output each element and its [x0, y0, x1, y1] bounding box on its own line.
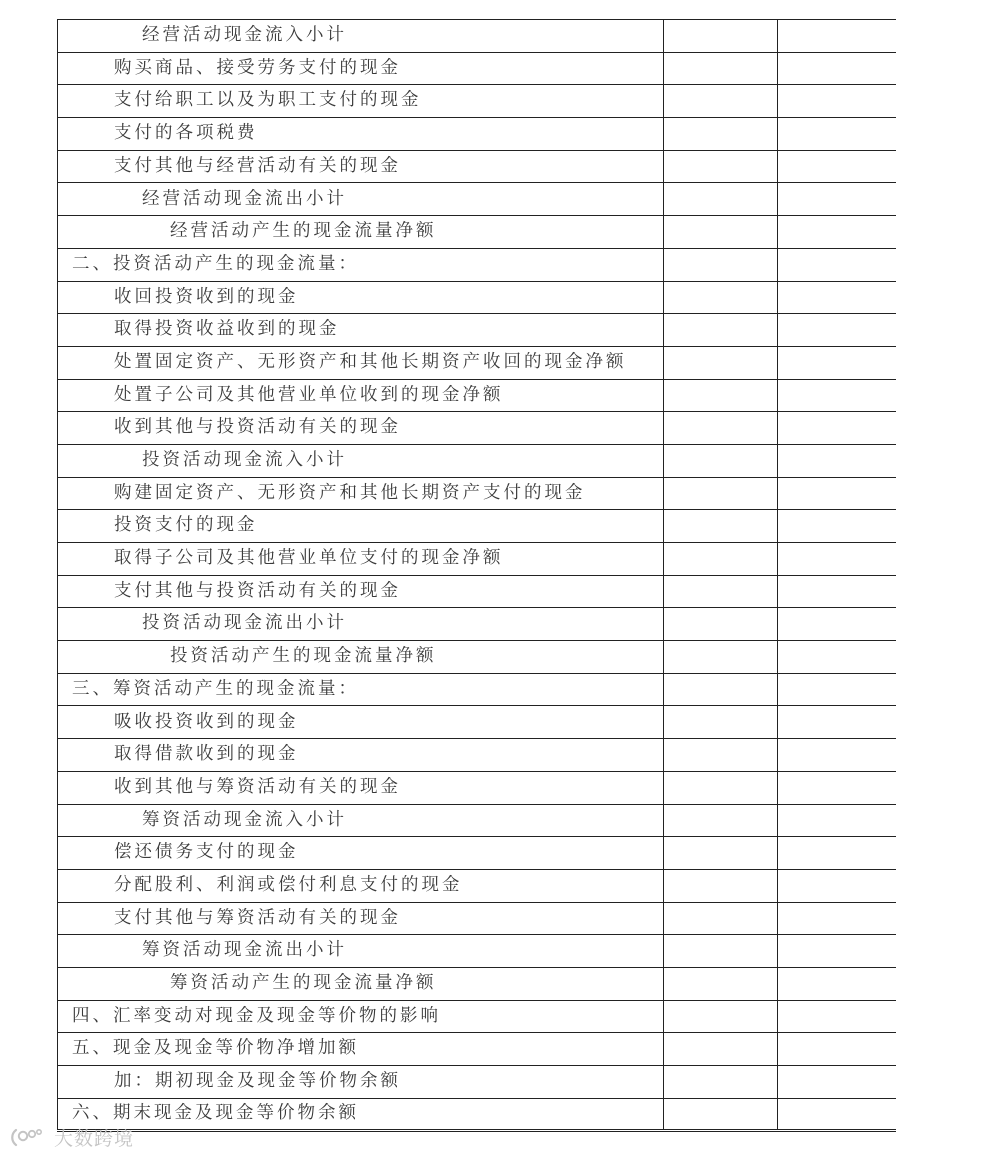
row-label: 收回投资收到的现金	[58, 281, 664, 314]
prior-period-amount-cell[interactable]	[778, 183, 896, 216]
row-label: 经营活动现金流入小计	[58, 20, 664, 53]
prior-period-amount-cell[interactable]	[778, 575, 896, 608]
current-period-amount-cell[interactable]	[664, 477, 778, 510]
row-label: 取得借款收到的现金	[58, 739, 664, 772]
row-label: 四、汇率变动对现金及现金等价物的影响	[58, 1000, 664, 1033]
row-label: 收到其他与筹资活动有关的现金	[58, 771, 664, 804]
current-period-amount-cell[interactable]	[664, 412, 778, 445]
row-label: 取得子公司及其他营业单位支付的现金净额	[58, 543, 664, 576]
current-period-amount-cell[interactable]	[664, 216, 778, 249]
table-row	[58, 575, 896, 608]
current-period-amount-cell[interactable]	[664, 20, 778, 53]
table-row	[58, 379, 896, 412]
current-period-amount-cell[interactable]	[664, 85, 778, 118]
current-period-amount-cell[interactable]	[664, 543, 778, 576]
prior-period-amount-cell[interactable]	[778, 52, 896, 85]
prior-period-amount-cell[interactable]	[778, 935, 896, 968]
table-row	[58, 20, 896, 53]
prior-period-amount-cell[interactable]	[778, 673, 896, 706]
current-period-amount-cell[interactable]	[664, 837, 778, 870]
prior-period-amount-cell[interactable]	[778, 85, 896, 118]
current-period-amount-cell[interactable]	[664, 346, 778, 379]
prior-period-amount-cell[interactable]	[778, 444, 896, 477]
prior-period-amount-cell[interactable]	[778, 118, 896, 151]
row-label: 分配股利、利润或偿付利息支付的现金	[58, 869, 664, 902]
row-label: 三、筹资活动产生的现金流量：	[58, 673, 664, 706]
prior-period-amount-cell[interactable]	[778, 869, 896, 902]
prior-period-amount-cell[interactable]	[778, 248, 896, 281]
prior-period-amount-cell[interactable]	[778, 967, 896, 1000]
table-row	[58, 804, 896, 837]
current-period-amount-cell[interactable]	[664, 444, 778, 477]
table-row	[58, 1033, 896, 1066]
table-row	[58, 967, 896, 1000]
current-period-amount-cell[interactable]	[664, 575, 778, 608]
row-label: 筹资活动现金流出小计	[58, 935, 664, 968]
table-row	[58, 510, 896, 543]
row-label: 处置子公司及其他营业单位收到的现金净额	[58, 379, 664, 412]
row-label: 购买商品、接受劳务支付的现金	[58, 52, 664, 85]
prior-period-amount-cell[interactable]	[778, 1098, 896, 1131]
row-label: 筹资活动现金流入小计	[58, 804, 664, 837]
current-period-amount-cell[interactable]	[664, 314, 778, 347]
prior-period-amount-cell[interactable]	[778, 804, 896, 837]
row-label: 支付其他与经营活动有关的现金	[58, 150, 664, 183]
row-label: 加：期初现金及现金等价物余额	[58, 1066, 664, 1099]
table-row	[58, 314, 896, 347]
table-row	[58, 85, 896, 118]
prior-period-amount-cell[interactable]	[778, 510, 896, 543]
prior-period-amount-cell[interactable]	[778, 543, 896, 576]
row-label: 投资活动产生的现金流量净额	[58, 641, 664, 674]
current-period-amount-cell[interactable]	[664, 902, 778, 935]
table-row	[58, 837, 896, 870]
prior-period-amount-cell[interactable]	[778, 706, 896, 739]
current-period-amount-cell[interactable]	[664, 183, 778, 216]
prior-period-amount-cell[interactable]	[778, 281, 896, 314]
current-period-amount-cell[interactable]	[664, 739, 778, 772]
prior-period-amount-cell[interactable]	[778, 739, 896, 772]
row-label: 收到其他与投资活动有关的现金	[58, 412, 664, 445]
table-row	[58, 543, 896, 576]
table-row	[58, 935, 896, 968]
table-row	[58, 216, 896, 249]
prior-period-amount-cell[interactable]	[778, 20, 896, 53]
brand-logo-icon	[10, 1126, 48, 1148]
table-row	[58, 444, 896, 477]
prior-period-amount-cell[interactable]	[778, 1033, 896, 1066]
row-label: 投资活动现金流入小计	[58, 444, 664, 477]
row-label: 偿还债务支付的现金	[58, 837, 664, 870]
prior-period-amount-cell[interactable]	[778, 1066, 896, 1099]
watermark	[10, 1124, 134, 1150]
current-period-amount-cell[interactable]	[664, 1000, 778, 1033]
row-label: 支付其他与投资活动有关的现金	[58, 575, 664, 608]
row-label: 吸收投资收到的现金	[58, 706, 664, 739]
table-row	[58, 118, 896, 151]
table-row	[58, 281, 896, 314]
current-period-amount-cell[interactable]	[664, 248, 778, 281]
current-period-amount-cell[interactable]	[664, 281, 778, 314]
current-period-amount-cell[interactable]	[664, 935, 778, 968]
table-row	[58, 183, 896, 216]
watermark-text: 大数跨境	[54, 1127, 135, 1150]
table-row	[58, 869, 896, 902]
prior-period-amount-cell[interactable]	[778, 412, 896, 445]
row-label: 五、现金及现金等价物净增加额	[58, 1033, 664, 1066]
table-row	[58, 706, 896, 739]
table-row	[58, 1098, 896, 1131]
row-label: 经营活动现金流出小计	[58, 183, 664, 216]
current-period-amount-cell[interactable]	[664, 608, 778, 641]
table-row	[58, 150, 896, 183]
current-period-amount-cell[interactable]	[664, 52, 778, 85]
row-label: 支付其他与筹资活动有关的现金	[58, 902, 664, 935]
prior-period-amount-cell[interactable]	[778, 477, 896, 510]
table-row	[58, 1066, 896, 1099]
table-row	[58, 739, 896, 772]
current-period-amount-cell[interactable]	[664, 673, 778, 706]
table-row	[58, 52, 896, 85]
row-label: 取得投资收益收到的现金	[58, 314, 664, 347]
current-period-amount-cell[interactable]	[664, 706, 778, 739]
prior-period-amount-cell[interactable]	[778, 216, 896, 249]
row-label: 六、期末现金及现金等价物余额	[58, 1098, 664, 1131]
table-row	[58, 608, 896, 641]
prior-period-amount-cell[interactable]	[778, 902, 896, 935]
table-row	[58, 673, 896, 706]
current-period-amount-cell[interactable]	[664, 869, 778, 902]
row-label: 处置固定资产、无形资产和其他长期资产收回的现金净额	[58, 346, 664, 379]
table-row	[58, 477, 896, 510]
current-period-amount-cell[interactable]	[664, 118, 778, 151]
table-row	[58, 902, 896, 935]
row-label: 支付给职工以及为职工支付的现金	[58, 85, 664, 118]
cash-flow-statement-table	[57, 19, 896, 1132]
table-row	[58, 346, 896, 379]
row-label: 二、投资活动产生的现金流量：	[58, 248, 664, 281]
table-row	[58, 412, 896, 445]
current-period-amount-cell[interactable]	[664, 379, 778, 412]
table-row	[58, 641, 896, 674]
current-period-amount-cell[interactable]	[664, 967, 778, 1000]
table-row	[58, 248, 896, 281]
current-period-amount-cell[interactable]	[664, 510, 778, 543]
current-period-amount-cell[interactable]	[664, 1033, 778, 1066]
prior-period-amount-cell[interactable]	[778, 150, 896, 183]
row-label: 投资活动现金流出小计	[58, 608, 664, 641]
row-label: 投资支付的现金	[58, 510, 664, 543]
prior-period-amount-cell[interactable]	[778, 771, 896, 804]
table-row	[58, 771, 896, 804]
prior-period-amount-cell[interactable]	[778, 641, 896, 674]
current-period-amount-cell[interactable]	[664, 771, 778, 804]
prior-period-amount-cell[interactable]	[778, 379, 896, 412]
row-label: 购建固定资产、无形资产和其他长期资产支付的现金	[58, 477, 664, 510]
current-period-amount-cell[interactable]	[664, 1098, 778, 1131]
prior-period-amount-cell[interactable]	[778, 346, 896, 379]
current-period-amount-cell[interactable]	[664, 641, 778, 674]
prior-period-amount-cell[interactable]	[778, 314, 896, 347]
prior-period-amount-cell[interactable]	[778, 608, 896, 641]
prior-period-amount-cell[interactable]	[778, 837, 896, 870]
current-period-amount-cell[interactable]	[664, 150, 778, 183]
row-label: 支付的各项税费	[58, 118, 664, 151]
prior-period-amount-cell[interactable]	[778, 1000, 896, 1033]
table-row	[58, 1000, 896, 1033]
current-period-amount-cell[interactable]	[664, 804, 778, 837]
statement-rows	[58, 20, 896, 1131]
current-period-amount-cell[interactable]	[664, 1066, 778, 1099]
row-label: 筹资活动产生的现金流量净额	[58, 967, 664, 1000]
row-label: 经营活动产生的现金流量净额	[58, 216, 664, 249]
